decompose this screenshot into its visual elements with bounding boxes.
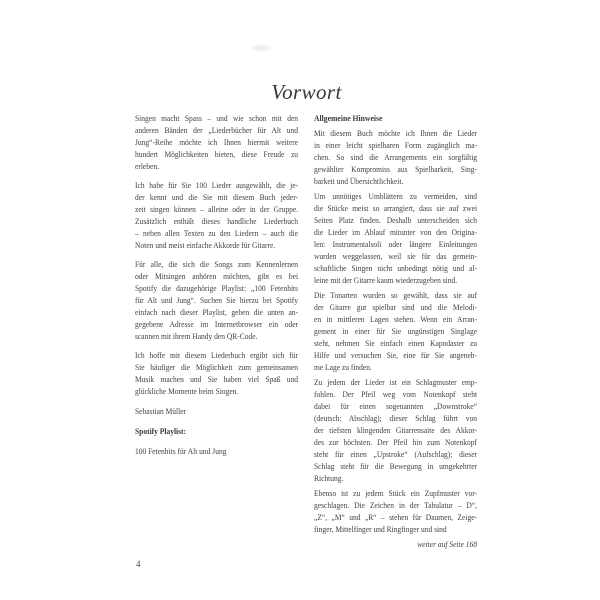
text-line: Ebenso ist zu jedem Stück ein Zupfmuster vor-: [314, 489, 478, 498]
text-line: Sie häufiger die Möglichkeit zum gemeinsamen: [135, 363, 299, 372]
text-line: der Gitarre gut spielbar sind und die Melodi-: [314, 303, 478, 312]
text-line: für Alt und Jung“. Suchen Sie hierzu bei Spotify: [135, 296, 299, 305]
text-line: zeit singen können – alleine oder in der Gruppe.: [135, 205, 299, 214]
paragraph: [135, 113, 298, 173]
text-line: Für alle, die sich die Songs zum Kennenlernen: [135, 260, 299, 269]
text-line: gewählter Kompromiss aus Spielbarkeit, Sing-: [314, 165, 478, 174]
text-line: gement in einer für Sie ungünstigen Singlage: [314, 327, 478, 336]
text-line: Zu jedem der Lieder ist ein Schlagmuster emp-: [314, 378, 478, 387]
text-line: Zusätzlich enthält dieses handliche Liederbuch: [135, 217, 299, 226]
text-line: Um unnötiges Umblättern zu vermeiden, sind: [314, 192, 478, 201]
text-line: len: Instrumentalsoli oder längere Einleitungen: [314, 240, 478, 249]
page-title: Vorwort: [271, 80, 342, 104]
paragraph: [135, 259, 298, 343]
playlist-name: 100 Fetenhits für Alt und Jung: [135, 447, 227, 456]
text-line: Seiten Platz finden. Deshalb unterscheiden sich: [314, 216, 478, 225]
text-line: des zur höchsten. Der Pfeil hin zum Notenkopf: [314, 438, 478, 447]
text-line: steht, nehmen Sie einfach einen Kapodaster zu: [314, 339, 478, 348]
paragraph: [135, 180, 298, 252]
text-line: in einer leicht spielbaren Form zugänglich ma-: [314, 141, 478, 150]
left-column: [135, 113, 298, 458]
text-line: – neben allen Texten zu den Liedern – auch die: [135, 229, 299, 238]
text-line: Schlag steht für die Bewegung in umgekehrter: [314, 462, 478, 471]
text-line: geschlagen. Die Zeichen in der Tabulatur – D“,: [314, 501, 478, 510]
text-line: Mit diesem Buch möchte ich Ihnen die Lieder: [314, 129, 478, 138]
text-line: Spotify die dazugehörige Playlist: „100 Fetenhits: [135, 284, 299, 293]
text-line: Hilfe und versuchen Sie, eine für Sie angeneh-: [314, 351, 478, 360]
text-line: finger, Mittelfinger und Ringfinger und sind: [314, 525, 447, 534]
text-line: glückliche Momente beim Singen.: [135, 387, 239, 396]
text-line: fohlen. Der Pfeil weg vom Notenkopf steht: [314, 390, 478, 399]
text-line: Jung“-Reihe möchte ich Ihnen hiermit weitere: [135, 138, 299, 147]
paragraph: [314, 377, 477, 485]
text-line: Musik machen und Sie haben viel Spaß und: [135, 375, 299, 384]
right-column-paragraphs: [314, 128, 477, 536]
text-line: erleben.: [135, 162, 159, 171]
text-line: schaftliche Singen nicht unbedingt nötig und al-: [314, 264, 478, 273]
text-line: steht für einen „Upstroke“ (Aufschlag); dieser: [314, 450, 478, 459]
right-column: [314, 113, 477, 551]
paragraph: [314, 191, 477, 287]
text-line: die Stücke meist so arrangiert, dass sie auf zwei: [314, 204, 478, 213]
text-line: „Z“, „M“ und „R“ – stehen für Daumen, Zeige-: [314, 513, 478, 522]
text-line: der kennt und die Sie mit diesem Buch jeder-: [135, 193, 299, 202]
text-line: (deutsch: Abschlag); dieser Schlag führt von: [314, 414, 478, 423]
text-line: en in mittleren Lagen stehen. Wenn ein Arran-: [314, 315, 478, 324]
text-line: dabei für einen sogenannten „Downstroke“: [314, 402, 478, 411]
text-line: Ich habe für Sie 100 Lieder ausgewählt, die je-: [135, 181, 299, 190]
text-line: Richtung.: [314, 474, 344, 483]
text-line: die Lieder im Ablauf mitunter von den Origina-: [314, 228, 478, 237]
signature: Sebastian Müller: [135, 407, 187, 416]
text-line: Ich hoffe mit diesem Liederbuch ergibt sich für: [135, 351, 299, 360]
paragraph: [135, 350, 298, 398]
scan-smudge: [252, 45, 270, 51]
text-line: der tiefsten klingenden Gitarrensaite des Akkor-: [314, 426, 478, 435]
text-line: gegebene Adresse im Internetbrowser ein oder: [135, 320, 299, 329]
text-line: me Lage zu finden.: [314, 363, 372, 372]
text-line: leine mit der Gitarre kaum wiederzugeben sind.: [314, 276, 458, 285]
text-line: wurden weggelassen, weil sie für das gemein-: [314, 252, 478, 261]
text-line: Die Tonarten wurden so gewählt, dass sie auf: [314, 291, 478, 300]
section-heading: Allgemeine Hinweise: [314, 114, 383, 123]
text-line: scannen mit ihrem Handy den QR-Code.: [135, 332, 258, 341]
page-number: 4: [136, 559, 141, 569]
text-line: barkeit und Übersichtlichkeit.: [314, 177, 404, 186]
text-line: Singen macht Spass – und wie schon mit den: [135, 114, 299, 123]
left-column-paragraphs: [135, 113, 298, 398]
playlist-label: Spotify Playlist:: [135, 427, 187, 436]
text-line: anderen Bänden der „Liederbücher für Alt und: [135, 126, 299, 135]
text-line: hundert Möglichkeiten bieten, diese Freude zu: [135, 150, 299, 159]
text-line: oder Mitsingen anhören möchten, gibt es bei: [135, 272, 299, 281]
text-line: chen. So sind die Arrangements ein sorgfältig: [314, 153, 478, 162]
paragraph: [314, 488, 477, 536]
paragraph: [314, 128, 477, 188]
text-line: Noten und meist einfache Akkorde für Gitarre.: [135, 241, 276, 250]
paragraph: [314, 290, 477, 374]
text-line: einfach nach dieser Playlist, geben die unten an-: [135, 308, 299, 317]
continuation-note: weiter auf Seite 168: [417, 540, 478, 549]
